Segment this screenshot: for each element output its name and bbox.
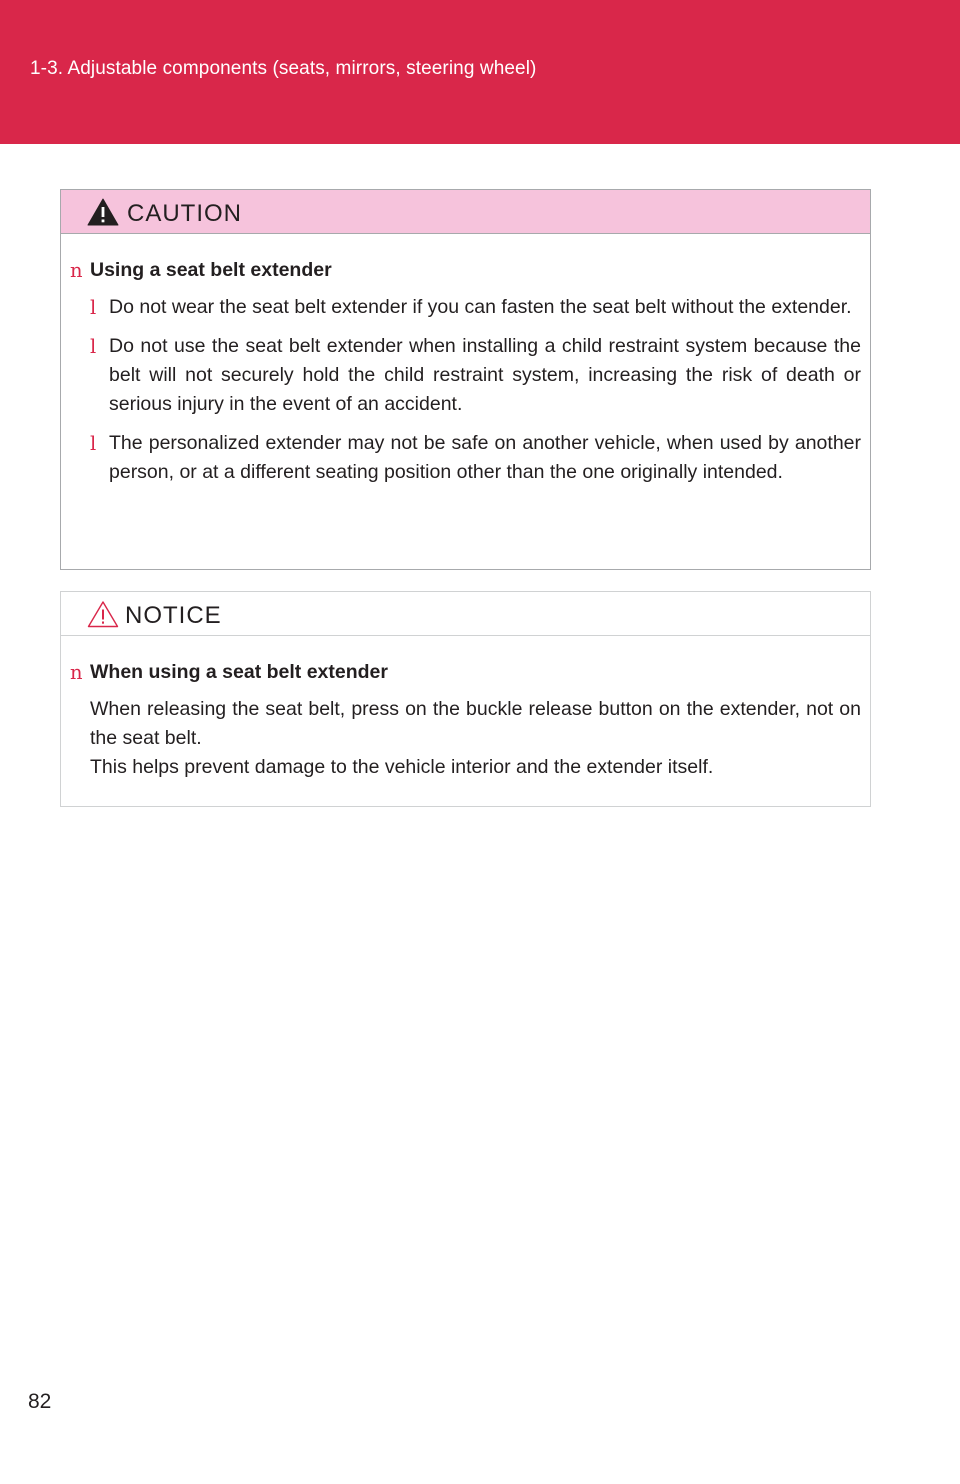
notice-heading-text: When using a seat belt extender	[90, 661, 388, 683]
warning-triangle-icon	[87, 198, 119, 226]
caution-bullet-text: The personalized extender may not be safe on another vehicle, when used by another person, or at a different seating position other than the one originally intended.	[109, 432, 861, 483]
heading-bullet: n	[70, 661, 83, 684]
caution-header	[61, 190, 870, 234]
warning-triangle-outline-icon	[87, 600, 119, 628]
caution-heading-text: Using a seat belt extender	[90, 259, 332, 281]
caution-bullet-item	[90, 429, 861, 487]
list-bullet: l	[90, 335, 97, 358]
caution-box	[60, 189, 871, 570]
caution-body	[61, 234, 870, 487]
notice-body	[61, 636, 870, 782]
notice-paragraph: When releasing the seat belt, press on the buckle release button on the extender, not on the seat belt.	[90, 698, 861, 749]
page-number: 82	[28, 1390, 52, 1413]
caution-bullet-item	[90, 332, 861, 419]
notice-item-heading	[70, 658, 861, 687]
notice-box	[60, 591, 871, 807]
list-bullet: l	[90, 296, 97, 319]
caution-item-heading	[70, 256, 861, 285]
notice-paragraph: This helps prevent damage to the vehicle interior and the extender itself.	[90, 756, 714, 778]
notice-header	[61, 592, 870, 636]
heading-bullet: n	[70, 259, 83, 282]
caution-bullet-text: Do not wear the seat belt extender if you can fasten the seat belt without the extender.	[109, 296, 852, 318]
notice-title: NOTICE	[125, 602, 222, 629]
list-bullet: l	[90, 432, 97, 455]
section-title: 1-3. Adjustable components (seats, mirrors, steering wheel)	[30, 58, 537, 79]
caution-bullet-item	[90, 293, 861, 322]
caution-title: CAUTION	[127, 200, 242, 227]
caution-bullet-text: Do not use the seat belt extender when installing a child restraint system because the belt will not securely hold the child restraint system, increasing the risk of death or serious injury in the event of an accident.	[109, 335, 861, 415]
